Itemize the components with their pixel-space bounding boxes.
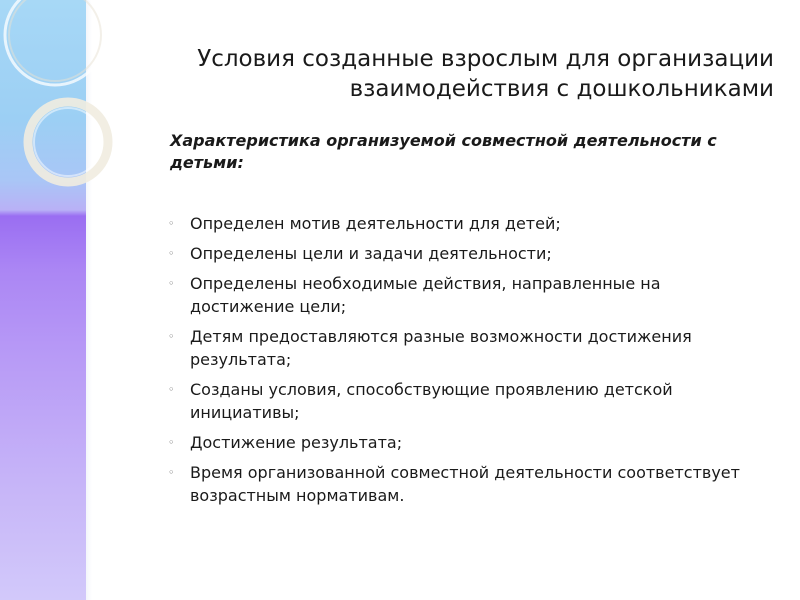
bullet-marker-icon: ◦ [168,217,175,230]
decorative-ring-medium [28,102,108,182]
list-item-text: Определены цели и задачи деятельности; [190,244,552,263]
list-item-text: Определен мотив деятельности для детей; [190,214,561,233]
list-item-text: Время организованной совместной деятельности соответствует возрастным нормативам. [190,463,740,505]
list-item [168,325,768,371]
list-item-text: Детям предоставляются разные возможности достижения результата; [190,327,692,369]
list-item [168,461,768,507]
list-item [168,212,768,235]
list-item [168,431,768,454]
slide-title-line-1: Условия созданные взрослым для организации [197,46,774,72]
slide-title [134,44,774,104]
list-item [168,242,768,265]
slide-title-line-2: взаимодействия с дошкольниками [349,76,774,102]
decorative-ring-large-shadow [9,0,101,81]
decorative-ring-large [5,0,105,85]
section-subtitle: Характеристика организуемой совместной деятельности с детьми: [170,131,717,172]
list-item-text: Достижение результата; [190,433,403,452]
decorative-ring-medium-inner [34,108,102,176]
bullet-marker-icon: ◦ [168,436,175,449]
list-item [168,378,768,424]
bullet-list [168,212,768,514]
bullet-marker-icon: ◦ [168,383,175,396]
bullet-marker-icon: ◦ [168,277,175,290]
decorative-circles [0,0,140,230]
list-item-text: Созданы условия, способствующие проявлению детской инициативы; [190,380,673,422]
bullet-marker-icon: ◦ [168,247,175,260]
list-item [168,272,768,318]
bullet-marker-icon: ◦ [168,330,175,343]
list-item-text: Определены необходимые действия, направленные на достижение цели; [190,274,661,316]
bullet-marker-icon: ◦ [168,466,175,479]
